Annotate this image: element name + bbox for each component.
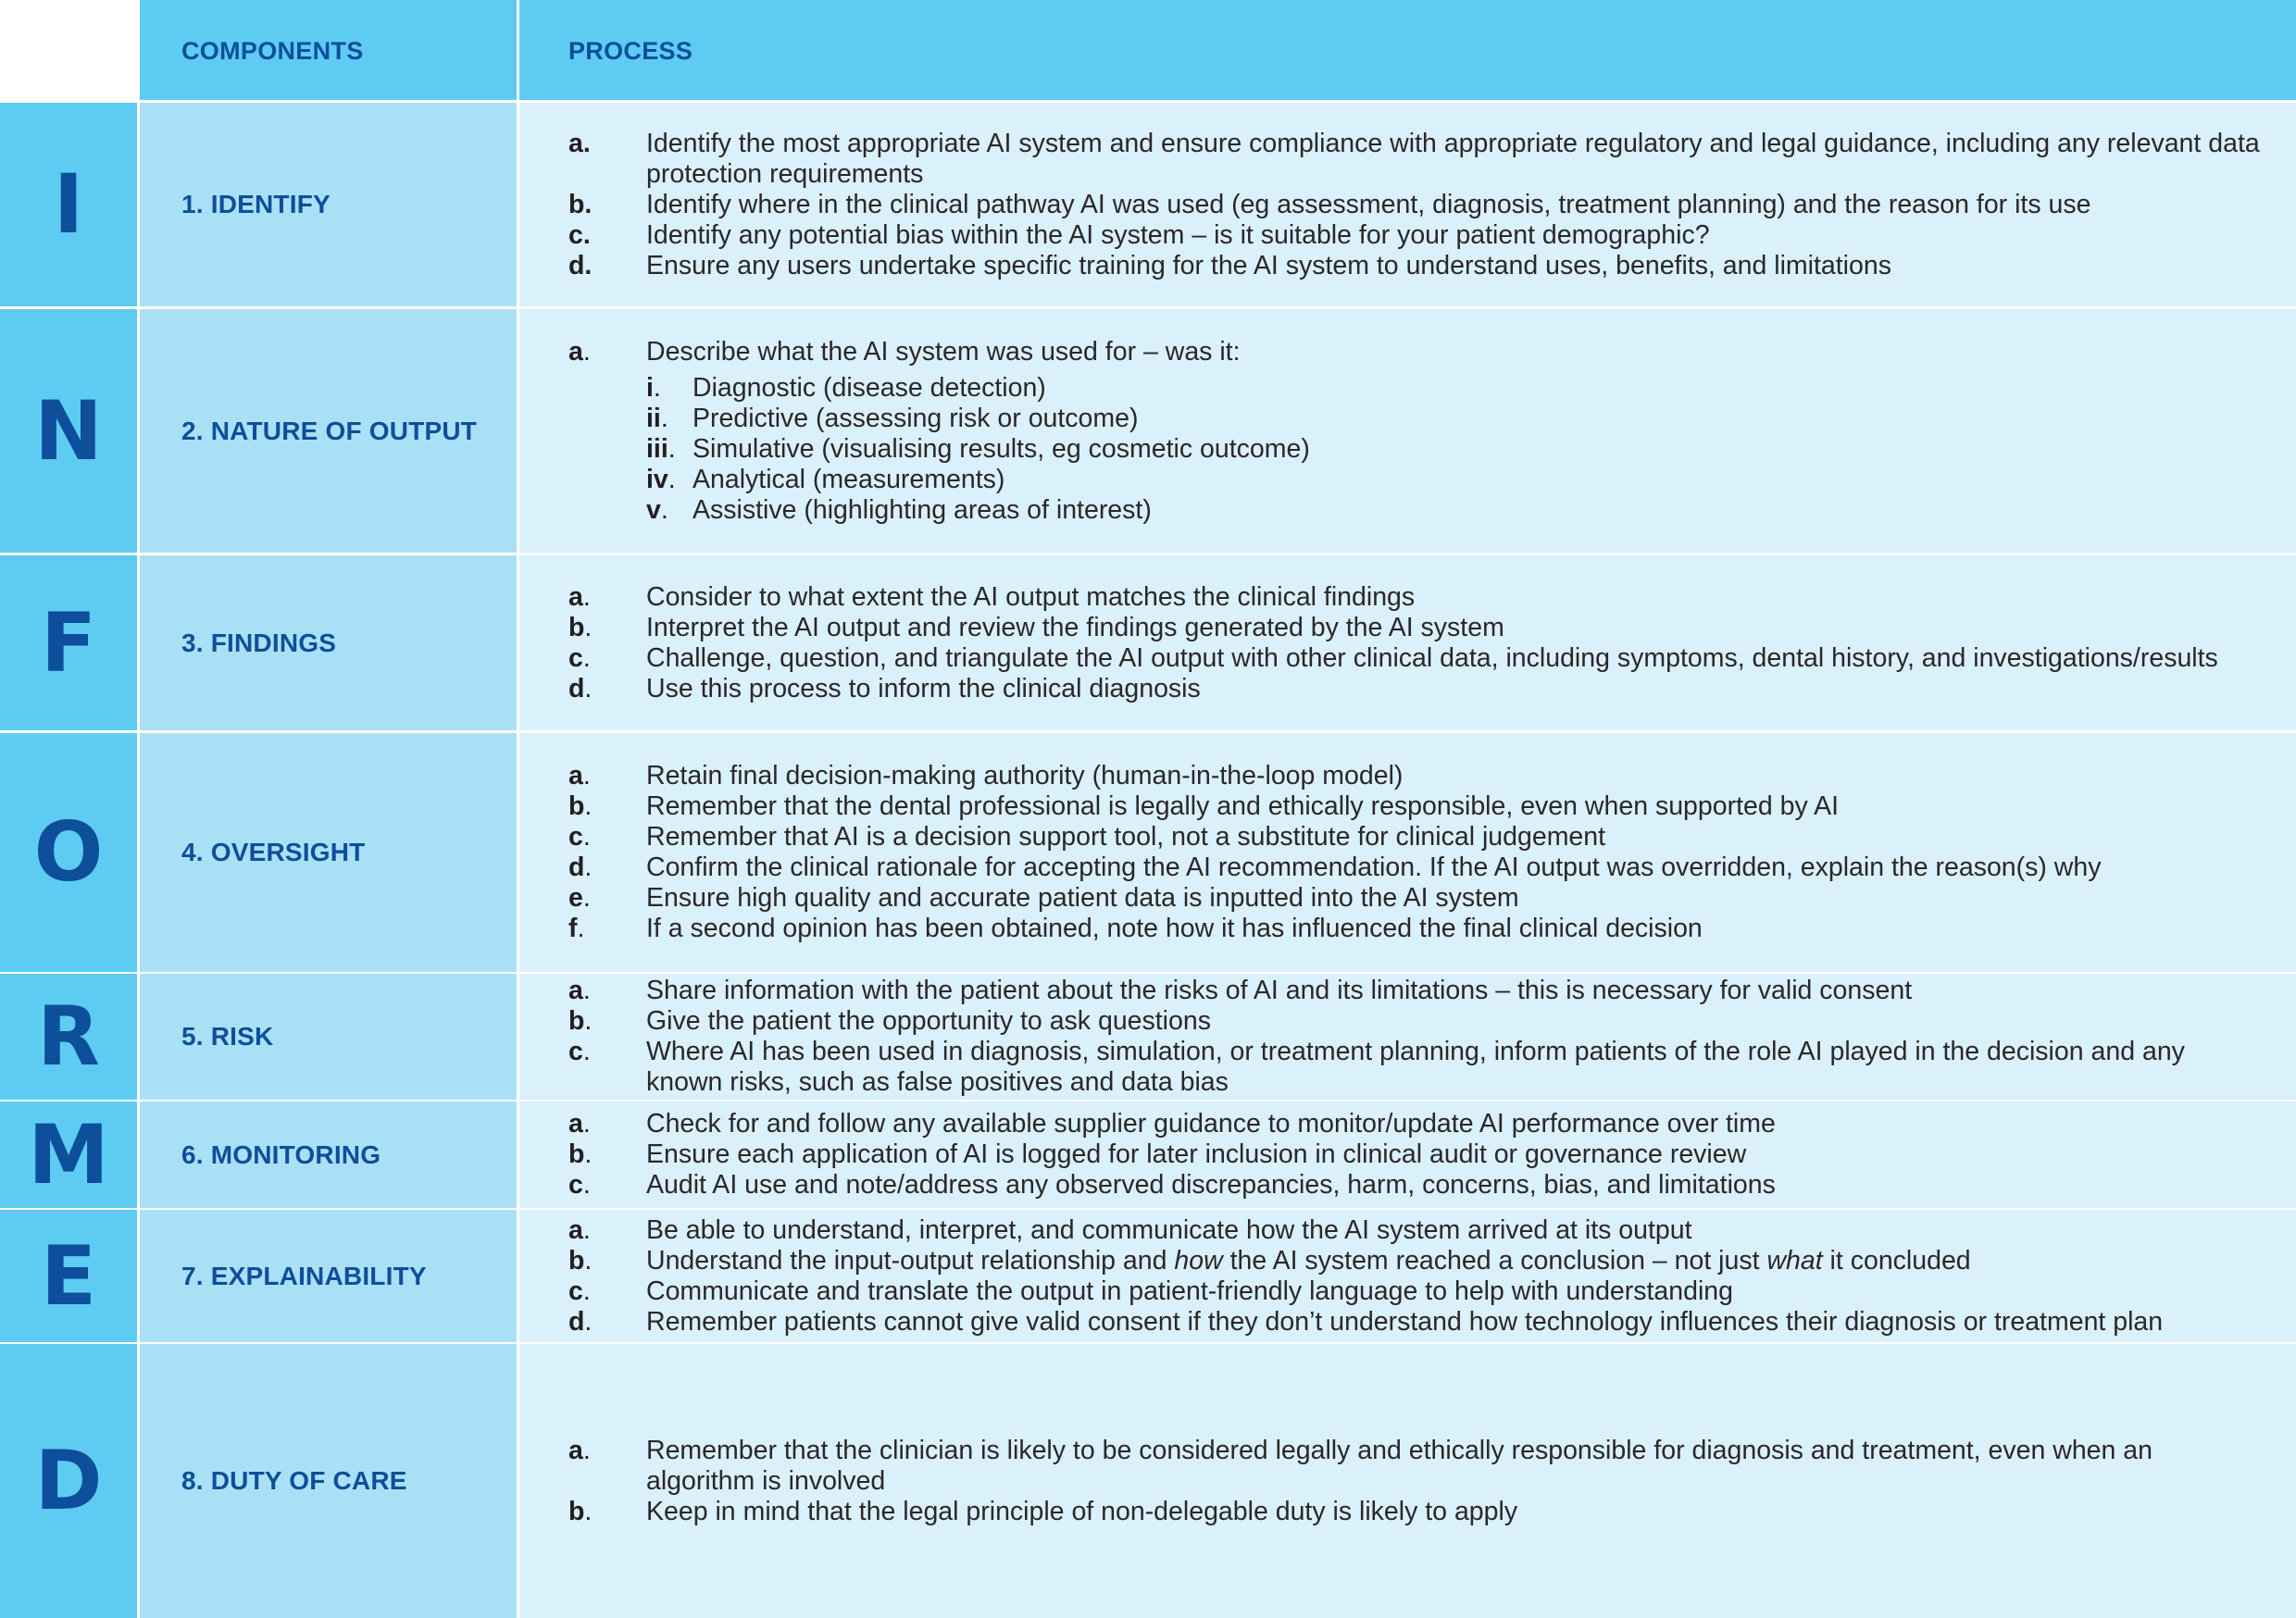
acronym-letter: M (28, 1106, 109, 1202)
item-marker-dot: . (584, 189, 593, 219)
item-text: Audit AI use and note/address any observed discrepancies, harm, concerns, bias, and limitations (646, 1170, 1776, 1200)
process-cell (519, 309, 2296, 553)
item-marker (568, 337, 591, 367)
item-text: Communicate and translate the output in patient-friendly language to help with understanding (646, 1276, 1734, 1306)
header-process-cell (519, 0, 2296, 100)
process-list (519, 1436, 2263, 1527)
letter-cell (0, 1101, 137, 1208)
process-item (568, 761, 2263, 791)
process-item (568, 1037, 2263, 1098)
component-label: 7. EXPLAINABILITY (181, 1261, 427, 1290)
item-text: Interpret the AI output and review the findings generated by the AI system (646, 612, 1504, 642)
sub-item-text: Analytical (measurements) (693, 464, 1005, 494)
sub-item-marker (646, 404, 668, 434)
acronym-letter: F (40, 594, 97, 691)
process-item (568, 1139, 2263, 1170)
process-item (568, 613, 2263, 643)
sub-item-numeral: ii (646, 403, 661, 433)
item-text: If a second opinion has been obtained, note how it has influenced the final clinical decision (646, 914, 1703, 943)
item-marker (568, 761, 591, 791)
process-item (568, 251, 2263, 281)
sub-item-text: Predictive (assessing risk or outcome) (693, 403, 1139, 433)
sub-item-dot: . (668, 433, 676, 464)
item-marker (568, 220, 591, 251)
item-marker-dot: . (582, 1037, 591, 1066)
item-text: Describe what the AI system was used for – was it: (646, 336, 1241, 367)
item-marker-letter: a (568, 761, 583, 790)
item-marker (568, 1497, 592, 1527)
process-cell (519, 1344, 2296, 1618)
process-item (568, 976, 2263, 1006)
process-item (568, 582, 2263, 613)
item-marker-letter: a (568, 336, 583, 367)
letter-cell (0, 1344, 137, 1618)
acronym-letter: N (34, 382, 103, 479)
process-list (519, 976, 2263, 1098)
process-cell (519, 974, 2296, 1100)
process-item (568, 129, 2263, 190)
process-item (568, 1246, 2263, 1276)
process-list (519, 1109, 2263, 1201)
item-text: Ensure any users undertake specific training for the AI system to understand uses, benefits, and limitations (646, 250, 1891, 280)
process-item (568, 220, 2263, 251)
item-marker-letter: c (568, 822, 583, 852)
letter-cell (0, 733, 137, 972)
process-list (519, 337, 2263, 526)
process-cell (519, 733, 2296, 972)
component-cell (140, 1210, 517, 1342)
process-item (568, 914, 2263, 944)
component-label: 5. RISK (181, 1022, 274, 1051)
item-marker-dot: . (584, 1496, 593, 1526)
item-marker (568, 1109, 591, 1139)
item-marker (568, 1006, 592, 1037)
component-cell (140, 1101, 517, 1208)
item-marker-dot: . (582, 1170, 591, 1200)
letter-cell (0, 974, 137, 1100)
process-item (568, 1436, 2263, 1497)
item-marker-dot: . (582, 1214, 591, 1245)
item-marker-dot: . (582, 336, 591, 367)
item-marker (568, 1246, 592, 1276)
process-item (568, 1170, 2263, 1201)
process-item (568, 337, 2263, 526)
process-item (568, 791, 2263, 822)
process-item (568, 883, 2263, 914)
sub-item (646, 434, 2263, 465)
sub-item-text: Assistive (highlighting areas of interest) (693, 494, 1152, 525)
sub-item-numeral: iv (646, 464, 668, 494)
process-list (519, 1215, 2263, 1338)
table-row (0, 1210, 2296, 1342)
process-item (568, 674, 2263, 704)
sub-item (646, 404, 2263, 434)
item-marker (568, 1436, 591, 1466)
process-list (519, 582, 2263, 704)
sub-item (646, 495, 2263, 526)
item-marker (568, 251, 592, 281)
component-cell (140, 309, 517, 553)
item-marker-letter: c (568, 642, 583, 673)
item-marker-letter: a (568, 1214, 583, 1245)
item-marker-letter: b (568, 1245, 585, 1276)
process-item (568, 853, 2263, 883)
item-text: Where AI has been used in diagnosis, simulation, or treatment planning, inform patients of the role AI played in the decision and any known risks, such as false positives and data bias (646, 1037, 2185, 1097)
header-process-label: PROCESS (568, 37, 693, 65)
item-marker-letter: b (568, 1496, 585, 1526)
sub-item-numeral: i (646, 372, 654, 403)
item-text: Remember that the dental professional is legally and ethically responsible, even when supported by AI (646, 791, 1840, 821)
item-text: Be able to understand, interpret, and communicate how the AI system arrived at its output (646, 1214, 1692, 1245)
item-marker (568, 129, 591, 159)
item-marker (568, 822, 591, 853)
sub-item-dot: . (660, 403, 668, 433)
item-marker-dot: . (582, 883, 591, 913)
item-marker-letter: c (568, 1037, 583, 1066)
item-text: Identify where in the clinical pathway AI was used (eg assessment, diagnosis, treatment planning) and the reason for its use (646, 189, 2091, 219)
item-marker (568, 613, 592, 643)
item-marker (568, 190, 592, 220)
item-marker-dot: . (582, 761, 591, 790)
item-marker-letter: b (568, 791, 585, 821)
sub-item (646, 465, 2263, 495)
process-list (519, 129, 2263, 281)
item-marker-dot: . (582, 1276, 591, 1306)
process-cell (519, 103, 2296, 306)
item-marker-dot: . (584, 612, 593, 642)
sub-item-text: Diagnostic (disease detection) (693, 372, 1046, 403)
component-label: 4. OVERSIGHT (181, 838, 366, 866)
acronym-letter: R (37, 989, 100, 1084)
process-item (568, 1307, 2263, 1338)
item-marker-letter: e (568, 883, 583, 913)
acronym-letter: E (40, 1227, 97, 1324)
component-cell (140, 103, 517, 306)
item-text: Consider to what extent the AI output matches the clinical findings (646, 581, 1416, 612)
process-list (519, 761, 2263, 944)
item-marker-letter: a (568, 1435, 583, 1465)
table-row (0, 555, 2296, 730)
item-text: Identify any potential bias within the AI system – is it suitable for your patient demographic? (646, 219, 1710, 250)
item-marker-letter: a (568, 976, 583, 1005)
table-row (0, 1101, 2296, 1208)
table-row (0, 309, 2296, 553)
item-text: Retain final decision-making authority (human-in-the-loop model) (646, 761, 1404, 790)
item-text: Keep in mind that the legal principle of non-delegable duty is likely to apply (646, 1496, 1518, 1526)
sub-item-numeral: iii (646, 433, 668, 464)
item-marker-dot: . (582, 219, 591, 250)
item-marker-letter: b (568, 189, 585, 219)
item-text: Give the patient the opportunity to ask questions (646, 1006, 1211, 1036)
component-label: 1. IDENTIFY (181, 190, 331, 218)
process-item (568, 1109, 2263, 1139)
process-cell (519, 1101, 2296, 1208)
item-marker (568, 674, 592, 704)
item-text-segment: Understand the input-output relationship and (646, 1245, 1175, 1276)
item-marker-dot: . (584, 1245, 593, 1276)
item-text: Share information with the patient about the risks of AI and its limitations – this is necessary for valid consent (646, 976, 1913, 1005)
component-label: 2. NATURE OF OUTPUT (181, 416, 478, 445)
item-marker-dot: . (584, 1139, 593, 1169)
item-text: Identify the most appropriate AI system and ensure compliance with appropriate regulatory and legal guidance, including any relevant data protection requirements (646, 128, 2260, 189)
component-cell (140, 555, 517, 730)
process-item (568, 1215, 2263, 1246)
letter-cell (0, 103, 137, 306)
letter-cell (0, 309, 137, 553)
sub-item-marker (646, 465, 676, 495)
item-marker-dot: . (577, 914, 585, 943)
item-text: Check for and follow any available supplier guidance to monitor/update AI performance over time (646, 1109, 1776, 1139)
table-row (0, 974, 2296, 1100)
component-label: 6. MONITORING (181, 1139, 381, 1169)
item-marker-dot: . (584, 853, 593, 882)
table-row (0, 103, 2296, 306)
item-marker-dot: . (582, 1435, 591, 1465)
item-text (646, 1246, 1971, 1276)
header-components-cell (140, 0, 517, 100)
item-text: Remember that the clinician is likely to be considered legally and ethically responsible for diagnosis and treatment, even when an algorithm is involved (646, 1435, 2152, 1496)
process-item (568, 190, 2263, 220)
item-marker-dot: . (582, 642, 591, 673)
item-text: Remember that AI is a decision support tool, not a substitute for clinical judgement (646, 822, 1606, 852)
item-marker (568, 1276, 591, 1307)
item-marker (568, 1307, 592, 1338)
item-marker-letter: d (568, 853, 585, 882)
item-marker (568, 853, 592, 883)
item-text-segment: the AI system reached a conclusion – not just (1222, 1245, 1767, 1276)
item-marker (568, 1215, 591, 1246)
item-text: Confirm the clinical rationale for accepting the AI recommendation. If the AI output was overridden, explain the reason(s) why (646, 853, 2102, 882)
header-blank-cell (0, 0, 137, 100)
item-text: Challenge, question, and triangulate the AI output with other clinical data, including symptoms, dental history, and investigations/results (646, 642, 2218, 673)
item-marker (568, 976, 591, 1006)
component-label: 8. DUTY OF CARE (181, 1466, 407, 1495)
item-marker-letter: c (568, 1170, 583, 1200)
item-marker-letter: b (568, 1139, 585, 1169)
process-item (568, 643, 2263, 674)
sub-item-text: Simulative (visualising results, eg cosmetic outcome) (693, 433, 1310, 464)
sub-item-numeral: v (646, 494, 661, 525)
component-cell (140, 974, 517, 1100)
table-row (0, 733, 2296, 972)
sub-item-marker (646, 495, 668, 526)
item-marker-dot: . (584, 1006, 593, 1036)
sub-list (646, 373, 2263, 526)
letter-cell (0, 1210, 137, 1342)
item-marker (568, 1170, 591, 1201)
item-marker-dot: . (584, 791, 593, 821)
process-cell (519, 555, 2296, 730)
item-marker-letter: a (568, 128, 583, 158)
table-row (0, 1344, 2296, 1618)
item-text: Ensure high quality and accurate patient data is inputted into the AI system (646, 883, 1519, 913)
item-marker-dot: . (582, 822, 591, 852)
sub-item-marker (646, 434, 676, 465)
process-cell (519, 1210, 2296, 1342)
item-marker-letter: c (568, 1276, 583, 1306)
item-marker-dot: . (582, 976, 591, 1005)
item-marker-letter: c (568, 219, 583, 250)
sub-item-dot: . (660, 494, 668, 525)
item-marker-letter: f (568, 914, 578, 943)
sub-item-marker (646, 373, 661, 404)
item-marker-dot: . (582, 581, 591, 612)
component-label: 3. FINDINGS (181, 628, 337, 657)
item-marker-letter: d (568, 673, 585, 703)
item-text: Remember patients cannot give valid consent if they don’t understand how technology influences their diagnosis or treatment plan (646, 1306, 2164, 1337)
item-text-emphasis: how (1174, 1245, 1223, 1276)
item-marker-letter: b (568, 612, 585, 642)
acronym-letter: O (33, 804, 104, 900)
item-marker-dot: . (584, 673, 593, 703)
item-text: Ensure each application of AI is logged for later inclusion in clinical audit or governance review (646, 1139, 1747, 1169)
item-marker-dot: . (582, 128, 591, 158)
process-item (568, 1276, 2263, 1307)
item-marker (568, 1139, 592, 1170)
component-cell (140, 1344, 517, 1618)
item-marker-dot: . (584, 1306, 593, 1337)
item-marker (568, 791, 592, 822)
acronym-letter: I (53, 156, 84, 252)
item-text-emphasis: what (1766, 1245, 1823, 1276)
header-components-label: COMPONENTS (181, 37, 364, 65)
letter-cell (0, 555, 137, 730)
item-marker (568, 582, 591, 613)
item-marker-letter: a (568, 581, 583, 612)
item-marker-letter: b (568, 1006, 585, 1036)
item-marker-dot: . (582, 1109, 591, 1139)
item-marker-dot: . (584, 250, 593, 280)
item-marker (568, 643, 591, 674)
acronym-letter: D (34, 1433, 103, 1528)
item-marker-letter: d (568, 250, 585, 280)
item-marker-letter: d (568, 1306, 585, 1337)
item-text: Use this process to inform the clinical diagnosis (646, 673, 1201, 703)
item-marker-letter: a (568, 1109, 583, 1139)
sub-item (646, 373, 2263, 404)
item-marker (568, 883, 591, 914)
item-marker (568, 1037, 591, 1067)
item-text-segment: it concluded (1822, 1245, 1971, 1276)
sub-item-dot: . (653, 372, 661, 403)
process-item (568, 1006, 2263, 1037)
item-marker (568, 914, 584, 944)
sub-item-dot: . (668, 464, 676, 494)
component-cell (140, 733, 517, 972)
process-item (568, 1497, 2263, 1527)
process-item (568, 822, 2263, 853)
